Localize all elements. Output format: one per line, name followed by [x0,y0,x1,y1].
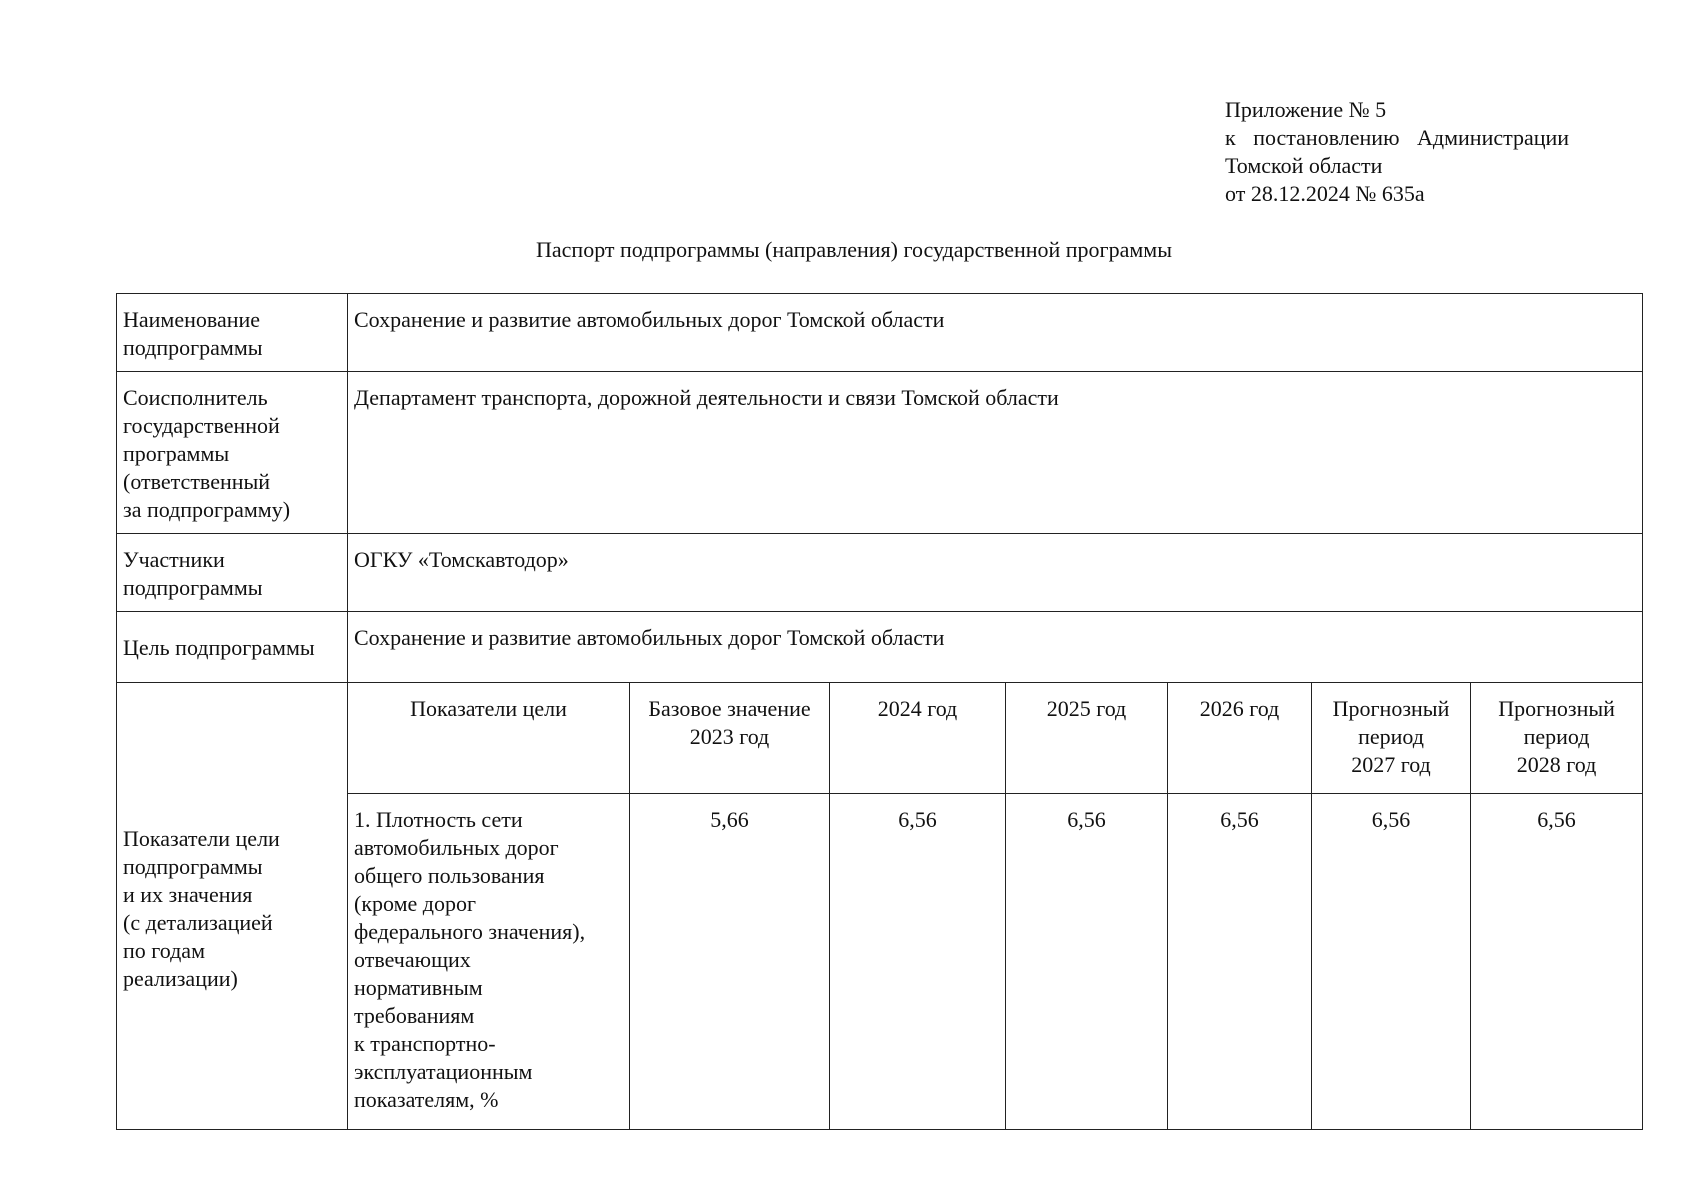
header-indicator: Показатели цели [348,683,630,794]
row-subprogram-name [117,294,1643,372]
cell-value-base-2023: 5,66 [630,794,830,1130]
header-base-2023: Базовое значение 2023 год [630,683,830,794]
cell-co-executor-label: Соисполнитель государственной программы (ответственный за подпрограмму) [117,372,348,534]
header-2025: 2025 год [1006,683,1168,794]
cell-value-2026: 6,56 [1168,794,1312,1130]
cell-value-2025: 6,56 [1006,794,1168,1130]
indicators-header-row [117,683,1643,794]
row-participants [117,534,1643,612]
header-forecast-2027: Прогнозный период 2027 год [1312,683,1471,794]
cell-co-executor-value: Департамент транспорта, дорожной деятельности и связи Томской области [348,372,1643,534]
document-title: Паспорт подпрограммы (направления) государственной программы [536,237,1172,262]
appendix-number: Приложение № 5 [1225,97,1387,122]
header-2026: 2026 год [1168,683,1312,794]
appendix-reference: к постановлению Администрации [1225,125,1570,150]
cell-participants-label: Участники подпрограммы [117,534,348,612]
cell-goal-value: Сохранение и развитие автомобильных дорог Томской области [348,612,1643,683]
row-co-executor [117,372,1643,534]
header-forecast-2028: Прогнозный период 2028 год [1471,683,1643,794]
cell-participants-value: ОГКУ «Томскавтодор» [348,534,1643,612]
row-goal [117,612,1643,683]
cell-value-2024: 6,56 [830,794,1006,1130]
cell-indicator-name: 1. Плотность сети автомобильных дорог общего пользования (кроме дорог федерального значения), отвечающих нормативным требованиям к транспортно- эксплуатационным показателям, % [348,794,630,1130]
cell-name-label: Наименование подпрограммы [117,294,348,372]
cell-name-value: Сохранение и развитие автомобильных дорог Томской области [348,294,1643,372]
cell-goal-label: Цель подпрограммы [117,612,348,683]
appendix-date: от 28.12.2024 № 635а [1225,181,1425,206]
cell-indicators-label: Показатели цели подпрограммы и их значения (с детализацией по годам реализации) [117,683,348,1130]
passport-table [116,293,1643,1130]
appendix-region: Томской области [1225,153,1383,178]
cell-value-2028: 6,56 [1471,794,1643,1130]
appendix-block [1225,96,1625,208]
cell-value-2027: 6,56 [1312,794,1471,1130]
header-2024: 2024 год [830,683,1006,794]
